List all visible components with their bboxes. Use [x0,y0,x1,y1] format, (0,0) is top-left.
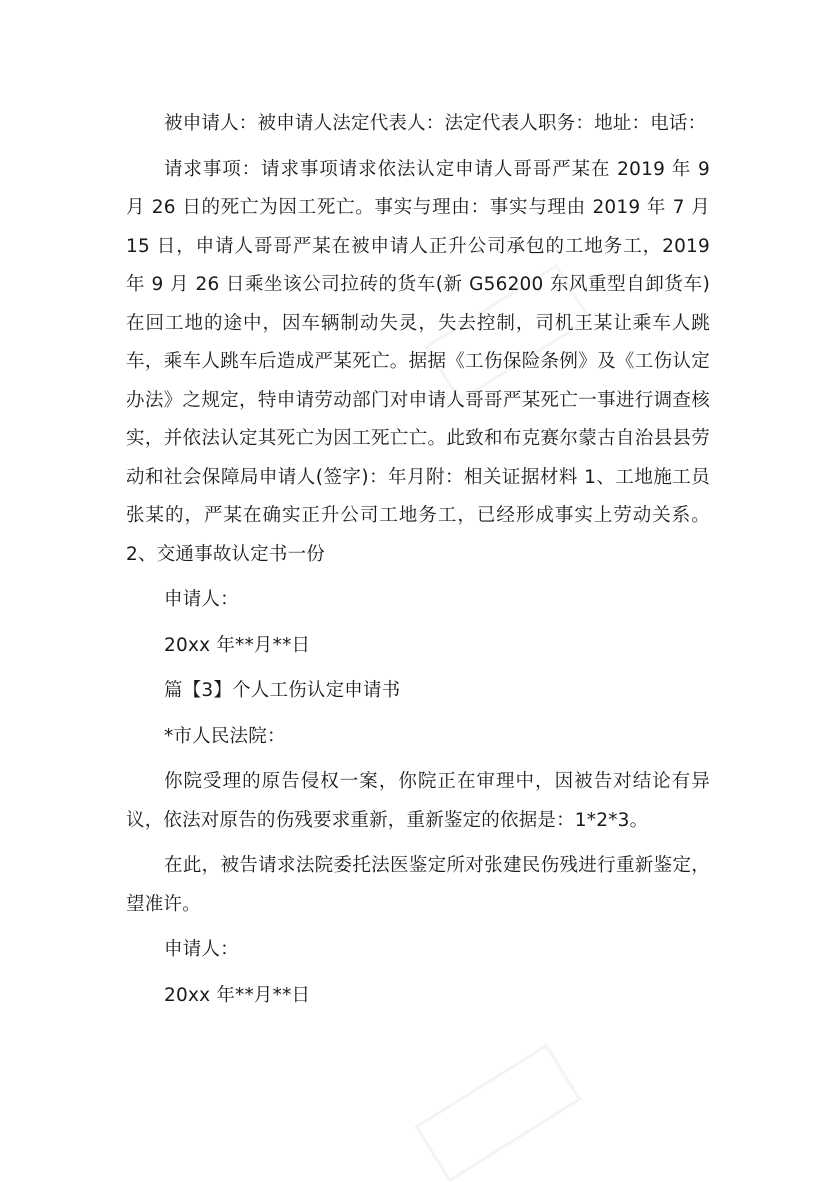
request-paragraph: 请求事项：请求事项请求依法认定申请人哥哥严某在 2019 年 9 月 26 日的死亡为因工死亡。事实与理由：事实与理由 2019 年 7 月 15 日，申请人哥哥严某在被申请人正升公司承包的工地务工，2019 年 9 月 26 日乘坐该公司拉砖的货车(新 G56200 东风重型自卸货车)在回工地的途中，因车辆制动失灵，失去控制，司机王某让乘车人跳车，乘车人跳车后造成严某死亡。据据《工伤保险条例》及《工伤认定办法》之规定，特申请劳动部门对申请人哥哥严某死亡一事进行调查核实，并依法认定其死亡为因工死亡亡。此致和布克赛尔蒙古自治县县劳动和社会保障局申请人(签字)：年月附：相关证据材料 1、工地施工员张某的，严某在确实正升公司工地务工，已经形成事实上劳动关系。2、交通事故认定书一份 [126,158,710,565]
watermark-frame [414,1044,581,1182]
date-line: 20xx 年**月**日 [164,634,311,656]
addressee-line: *市人民法院： [164,725,286,747]
court-paragraph: 你院受理的原告侵权一案，你院正在审理中，因被告对结论有异议，依法对原告的伤残要求重新，重新鉴定的依据是：1*2*3。 [126,771,710,831]
applicant-label: 申请人： [164,589,239,610]
section-title: 篇【3】个人工伤认定申请书 [164,680,401,701]
document-body [126,105,710,1022]
applicant-label: 申请人： [164,939,239,960]
respondent-line: 被申请人：被申请人法定代表人：法定代表人职务：地址：电话： [164,113,707,134]
date-line: 20xx 年**月**日 [164,984,311,1006]
court-request-paragraph: 在此，被告请求法院委托法医鉴定所对张建民伤残进行重新鉴定，望准许。 [126,855,710,915]
